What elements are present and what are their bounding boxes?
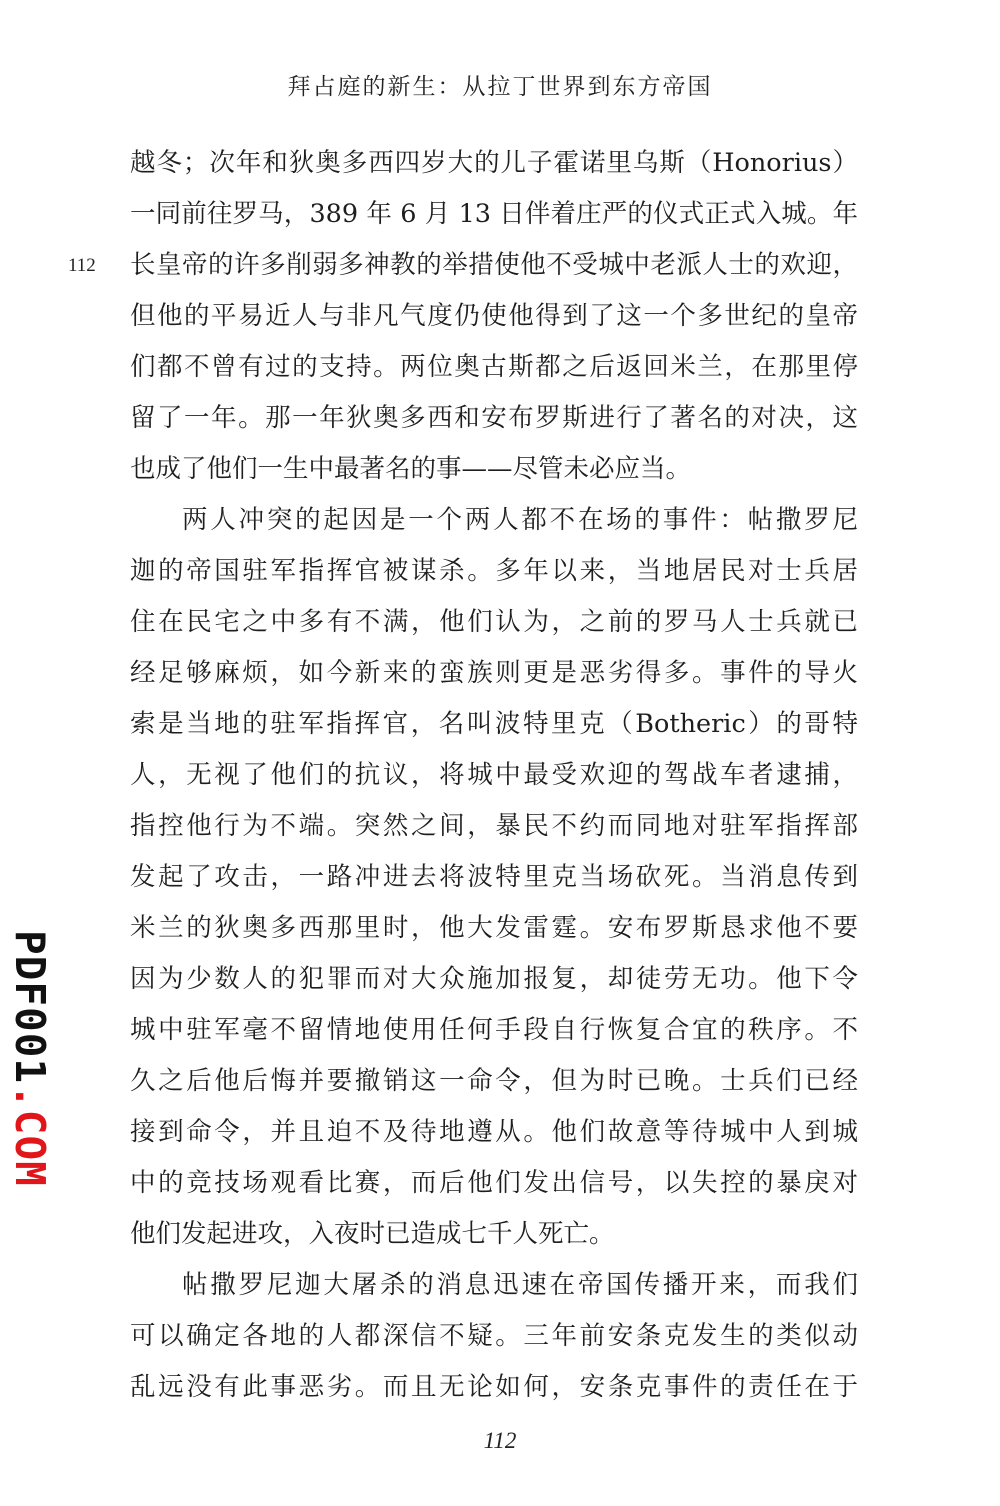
text-line: 住在民宅之中多有不满，他们认为，之前的罗马人士兵就已 [130, 607, 858, 637]
watermark-logo [6, 930, 54, 1187]
body-text [130, 138, 858, 1413]
text-line: 长皇帝的许多削弱多神教的举措使他不受城中老派人士的欢迎， [130, 250, 858, 280]
text-line: 米兰的狄奥多西那里时，他大发雷霆。安布罗斯恳求他不要 [130, 913, 858, 943]
text-line: 迦的帝国驻军指挥官被谋杀。多年以来，当地居民对士兵居 [130, 556, 858, 586]
text-line: 指控他行为不端。突然之间，暴民不约而同地对驻军指挥部 [130, 811, 858, 841]
text-line: 人，无视了他们的抗议，将城中最受欢迎的驾战车者逮捕， [130, 760, 858, 790]
text-line: 留了一年。那一年狄奥多西和安布罗斯进行了著名的对决，这 [130, 403, 858, 433]
text-line: 城中驻军毫不留情地使用任何手段自行恢复合宜的秩序。不 [130, 1015, 858, 1045]
text-line: 中的竞技场观看比赛，而后他们发出信号，以失控的暴戾对 [130, 1168, 858, 1198]
text-line: 发起了攻击，一路冲进去将波特里克当场砍死。当消息传到 [130, 862, 858, 892]
watermark-text-domain: .COM [6, 1084, 54, 1187]
text-line: 经足够麻烦，如今新来的蛮族则更是恶劣得多。事件的导火 [130, 658, 858, 688]
text-line: 乱远没有此事恶劣。而且无论如何，安条克事件的责任在于 [130, 1372, 858, 1402]
text-line: 一同前往罗马，389 年 6 月 13 日伴着庄严的仪式正式入城。年 [130, 199, 858, 229]
text-line: 也成了他们一生中最著名的事——尽管未必应当。 [130, 454, 692, 484]
margin-page-number: 112 [68, 255, 96, 276]
text-line: 因为少数人的犯罪而对大众施加报复，却徒劳无功。他下令 [130, 964, 858, 994]
text-line: 两人冲突的起因是一个两人都不在场的事件：帖撒罗尼 [182, 505, 858, 535]
text-line: 越冬；次年和狄奥多西四岁大的儿子霍诺里乌斯（Honorius） [130, 148, 858, 178]
text-line: 可以确定各地的人都深信不疑。三年前安条克发生的类似动 [130, 1321, 858, 1351]
watermark-text-main: PDF001 [6, 930, 54, 1085]
text-line: 帖撒罗尼迦大屠杀的消息迅速在帝国传播开来，而我们 [182, 1270, 858, 1300]
page-number: 112 [483, 1428, 517, 1453]
text-line: 久之后他后悔并要撤销这一命令，但为时已晚。士兵们已经 [130, 1066, 858, 1096]
text-line: 他们发起进攻，入夜时已造成七千人死亡。 [130, 1219, 615, 1249]
text-line: 接到命令，并且迫不及待地遵从。他们故意等待城中人到城 [130, 1117, 858, 1147]
text-line: 但他的平易近人与非凡气度仍使他得到了这一个多世纪的皇帝 [130, 301, 858, 331]
text-line: 索是当地的驻军指挥官，名叫波特里克（Botheric）的哥特 [130, 709, 858, 739]
text-line: 们都不曾有过的支持。两位奥古斯都之后返回米兰，在那里停 [130, 352, 858, 382]
running-header: 拜占庭的新生：从拉丁世界到东方帝国 [287, 74, 713, 100]
